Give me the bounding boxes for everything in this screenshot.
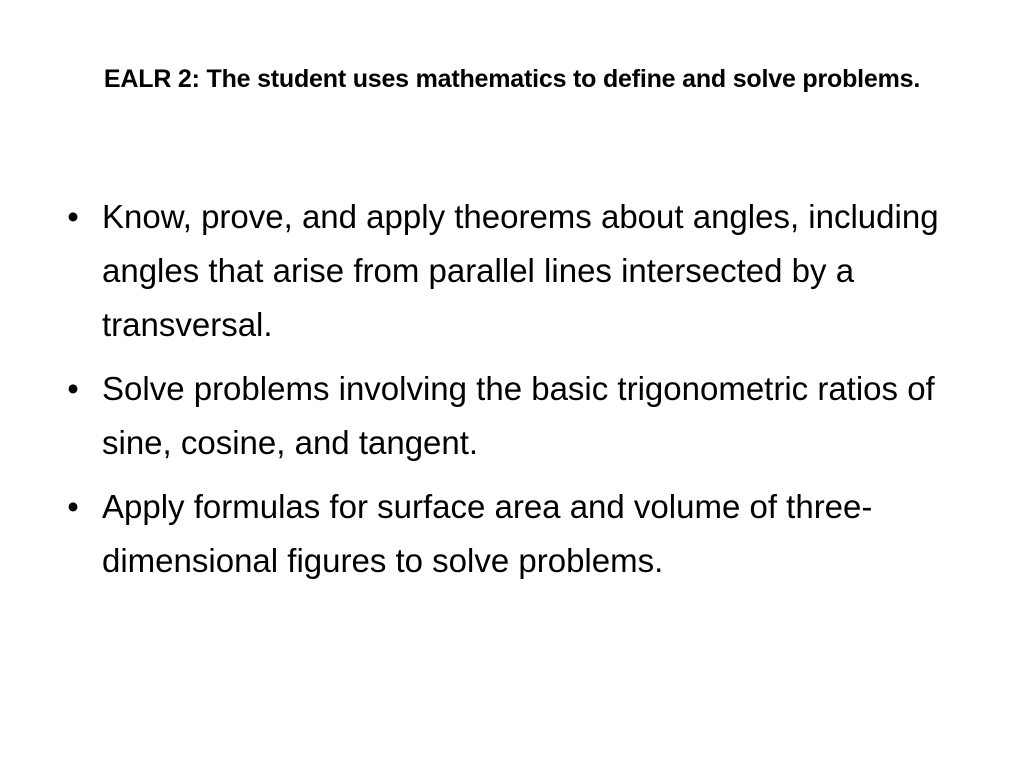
bullet-item-2: [62, 362, 982, 470]
bullet-text: Know, prove, and apply theorems about angles, including angles that arise from parallel lines intersected by a transversal.: [102, 198, 939, 343]
bullet-marker: •: [67, 488, 79, 525]
bullet-text: Apply formulas for surface area and volume of three-dimensional figures to solve problems.: [102, 488, 873, 579]
bullet-item-3: [62, 480, 982, 588]
bullet-text: Solve problems involving the basic trigonometric ratios of sine, cosine, and tangent.: [102, 370, 935, 461]
bullet-marker: •: [67, 198, 79, 235]
slide-title: EALR 2: The student uses mathematics to define and solve problems.: [103, 65, 921, 93]
bullet-item-1: [62, 190, 982, 352]
bullet-marker: •: [67, 370, 79, 407]
bullet-list: [62, 190, 982, 598]
